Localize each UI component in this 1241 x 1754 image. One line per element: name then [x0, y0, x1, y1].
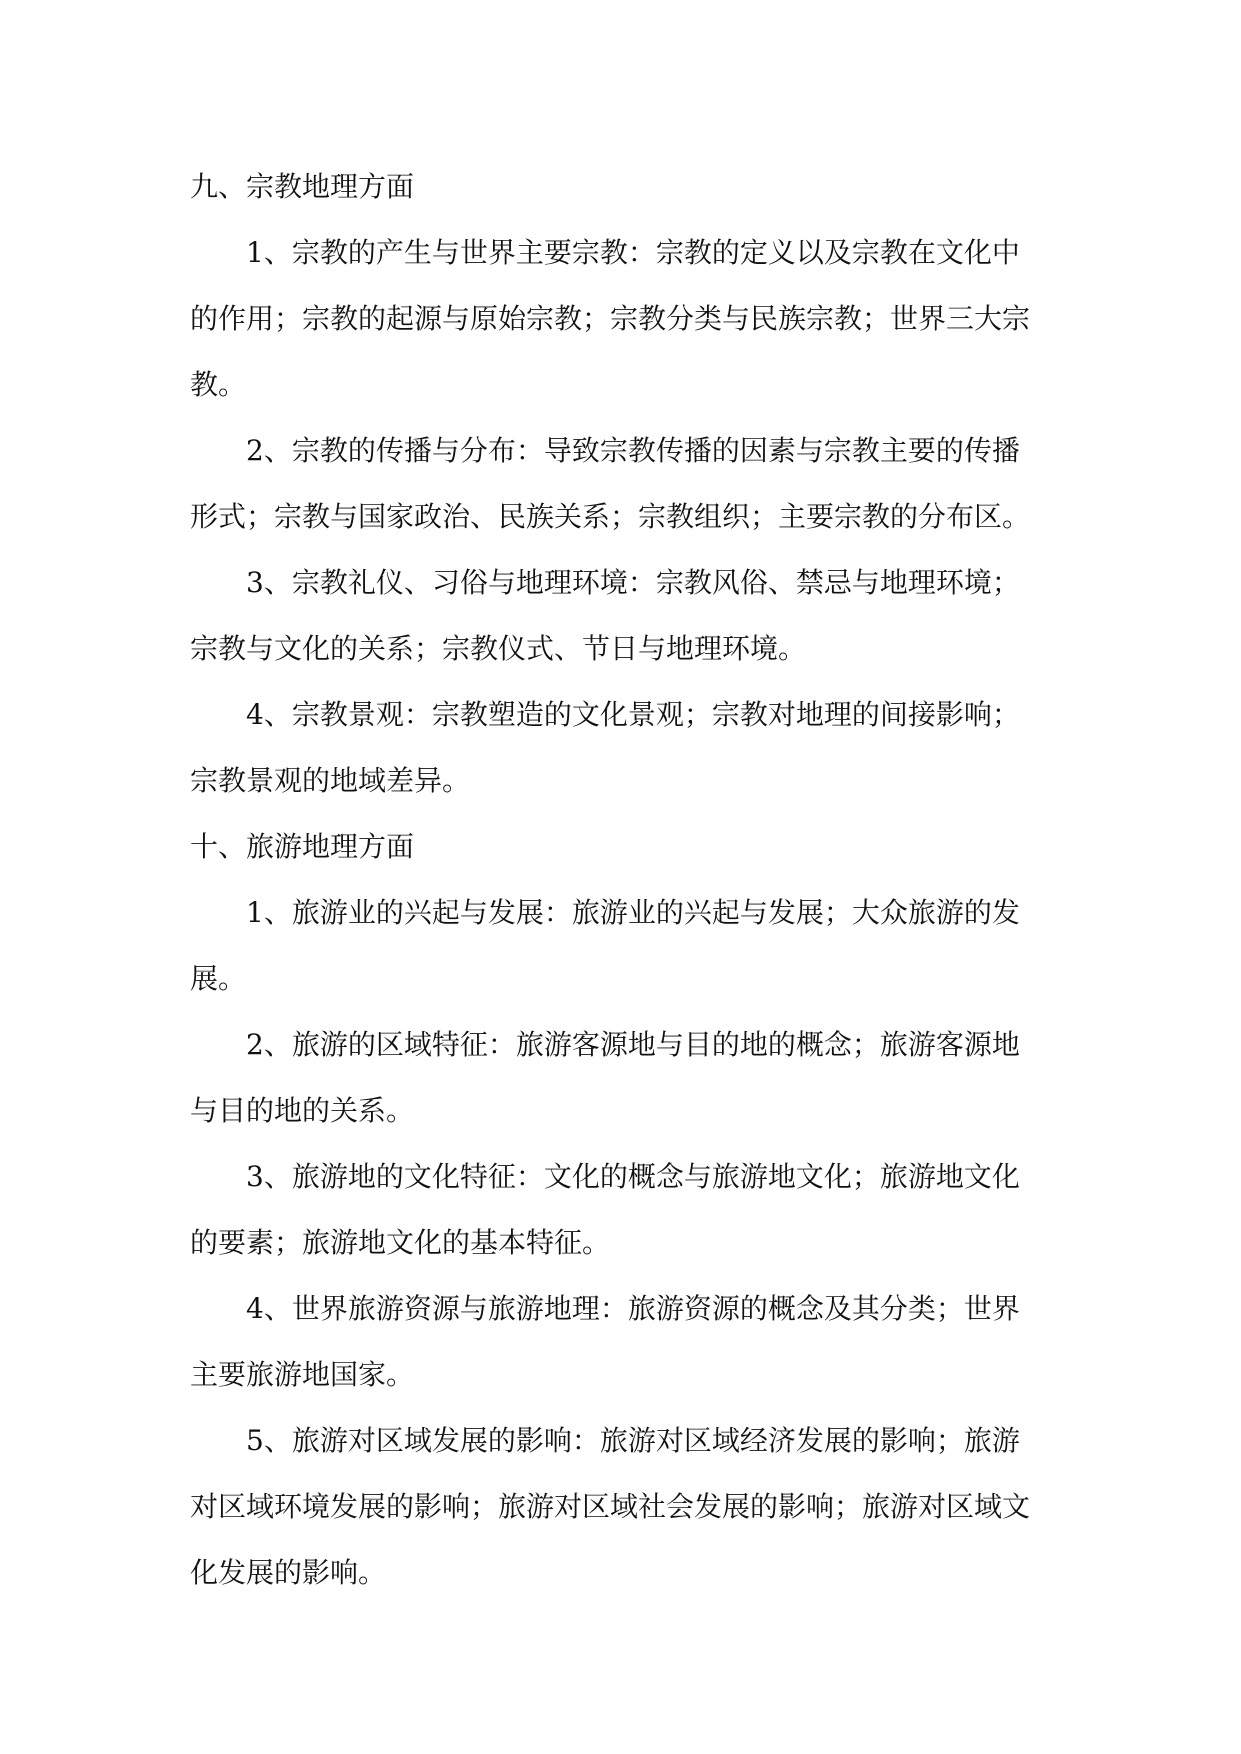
section-item: [190, 880, 1070, 1012]
text-line: 宗教与文化的关系；宗教仪式、节日与地理环境。: [190, 632, 807, 665]
section-heading: 十、旅游地理方面: [190, 830, 415, 863]
section-religion-geography: [190, 154, 1070, 814]
text-line: 的作用；宗教的起源与原始宗教；宗教分类与民族宗教；世界三大宗: [190, 302, 1031, 335]
text-line: 4、世界旅游资源与旅游地理：旅游资源的概念及其分类；世界: [246, 1292, 1020, 1325]
text-line: 与目的地的关系。: [190, 1094, 415, 1127]
text-line: 3、旅游地的文化特征：文化的概念与旅游地文化；旅游地文化: [246, 1160, 1020, 1193]
section-item: [190, 1144, 1070, 1276]
section-item: [190, 1408, 1070, 1606]
section-item: [190, 682, 1070, 814]
text-line: 2、宗教的传播与分布：导致宗教传播的因素与宗教主要的传播: [246, 434, 1020, 467]
document-body: [190, 154, 1070, 1606]
text-line: 2、旅游的区域特征：旅游客源地与目的地的概念；旅游客源地: [246, 1028, 1020, 1061]
section-item: [190, 220, 1070, 418]
text-line: 教。: [190, 368, 247, 401]
section-item: [190, 1012, 1070, 1144]
text-line: 形式；宗教与国家政治、民族关系；宗教组织；主要宗教的分布区。: [190, 500, 1031, 533]
text-line: 4、宗教景观：宗教塑造的文化景观；宗教对地理的间接影响；: [246, 698, 1020, 731]
text-line: 1、旅游业的兴起与发展：旅游业的兴起与发展；大众旅游的发: [246, 896, 1020, 929]
section-heading: 九、宗教地理方面: [190, 170, 415, 203]
section-tourism-geography: [190, 814, 1070, 1606]
section-item: [190, 550, 1070, 682]
text-line: 宗教景观的地域差异。: [190, 764, 471, 797]
text-line: 对区域环境发展的影响；旅游对区域社会发展的影响；旅游对区域文: [190, 1490, 1031, 1523]
text-line: 展。: [190, 962, 247, 995]
text-line: 主要旅游地国家。: [190, 1358, 415, 1391]
text-line: 5、旅游对区域发展的影响：旅游对区域经济发展的影响；旅游: [246, 1424, 1020, 1457]
section-item: [190, 1276, 1070, 1408]
section-item: [190, 418, 1070, 550]
text-line: 3、宗教礼仪、习俗与地理环境：宗教风俗、禁忌与地理环境；: [246, 566, 1020, 599]
text-line: 1、宗教的产生与世界主要宗教：宗教的定义以及宗教在文化中: [246, 236, 1020, 269]
text-line: 化发展的影响。: [190, 1556, 387, 1589]
text-line: 的要素；旅游地文化的基本特征。: [190, 1226, 611, 1259]
